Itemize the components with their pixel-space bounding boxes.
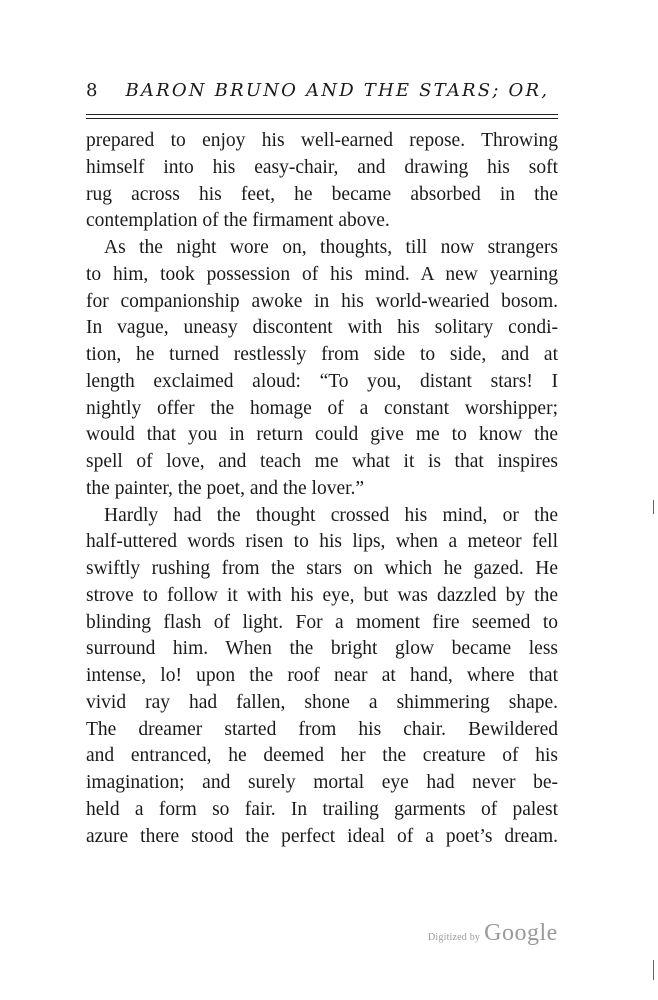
text-line: to him, took possession of his mind. A new yearning: [86, 263, 558, 285]
page-number: 8: [86, 80, 98, 101]
text-line: vivid ray had fallen, shone a shimmering shape.: [86, 691, 558, 713]
paragraph-1: [86, 128, 558, 235]
text-line: length exclaimed aloud: “To you, distant stars! I: [86, 370, 558, 392]
watermark-prefix: Digitized by: [428, 932, 481, 943]
text-line: half-uttered words risen to his lips, when a meteor fell: [86, 531, 558, 553]
text-line: imagination; and surely mortal eye had never be-: [86, 772, 558, 793]
text-line: azure there stood the perfect ideal of a poet’s dream.: [86, 825, 558, 847]
header-rule: [86, 114, 558, 119]
text-line: As the night wore on, thoughts, till now strangers: [104, 237, 558, 258]
scan-edge-mark: [653, 500, 654, 514]
text-line: tion, he turned restlessly from side to side, and at: [86, 344, 558, 365]
text-line: Hardly had the thought crossed his mind, or the: [104, 504, 558, 526]
text-line: surround him. When the bright glow became less: [86, 638, 558, 660]
scan-edge-mark: [653, 960, 654, 980]
body-text: [86, 128, 558, 850]
text-line: spell of love, and teach me what it is that inspires: [86, 451, 558, 472]
digitized-by-google-watermark: [428, 920, 558, 947]
text-line: himself into his easy-chair, and drawing his soft: [86, 156, 558, 178]
text-line: the painter, the poet, and the lover.”: [86, 477, 365, 499]
paragraph-3: [86, 503, 558, 851]
text-line: for companionship awoke in his world-wearied bosom.: [86, 290, 558, 312]
text-line: would that you in return could give me to know the: [86, 424, 558, 446]
text-line: prepared to enjoy his well-earned repose. Throwing: [86, 130, 558, 151]
text-line: nightly offer the homage of a constant worshipper;: [86, 397, 558, 419]
running-header: [86, 80, 558, 101]
text-line: intense, lo! upon the roof near at hand, where that: [86, 665, 558, 686]
paragraph-2: [86, 235, 558, 503]
text-line: held a form so fair. In trailing garments of palest: [86, 798, 558, 820]
text-line: swiftly rushing from the stars on which he gazed. He: [86, 558, 558, 579]
text-line: and entranced, he deemed her the creature of his: [86, 745, 558, 767]
google-logo: Google: [484, 920, 558, 946]
text-line: rug across his feet, he became absorbed in the: [86, 183, 558, 205]
text-line: contemplation of the firmament above.: [86, 210, 390, 232]
text-line: In vague, uneasy discontent with his solitary condi-: [86, 317, 558, 339]
text-line: blinding flash of light. For a moment fire seemed to: [86, 611, 558, 633]
running-title: BARON BRUNO AND THE STARS; OR,: [125, 80, 550, 101]
text-line: The dreamer started from his chair. Bewildered: [86, 718, 558, 740]
text-line: strove to follow it with his eye, but was dazzled by the: [86, 584, 558, 606]
